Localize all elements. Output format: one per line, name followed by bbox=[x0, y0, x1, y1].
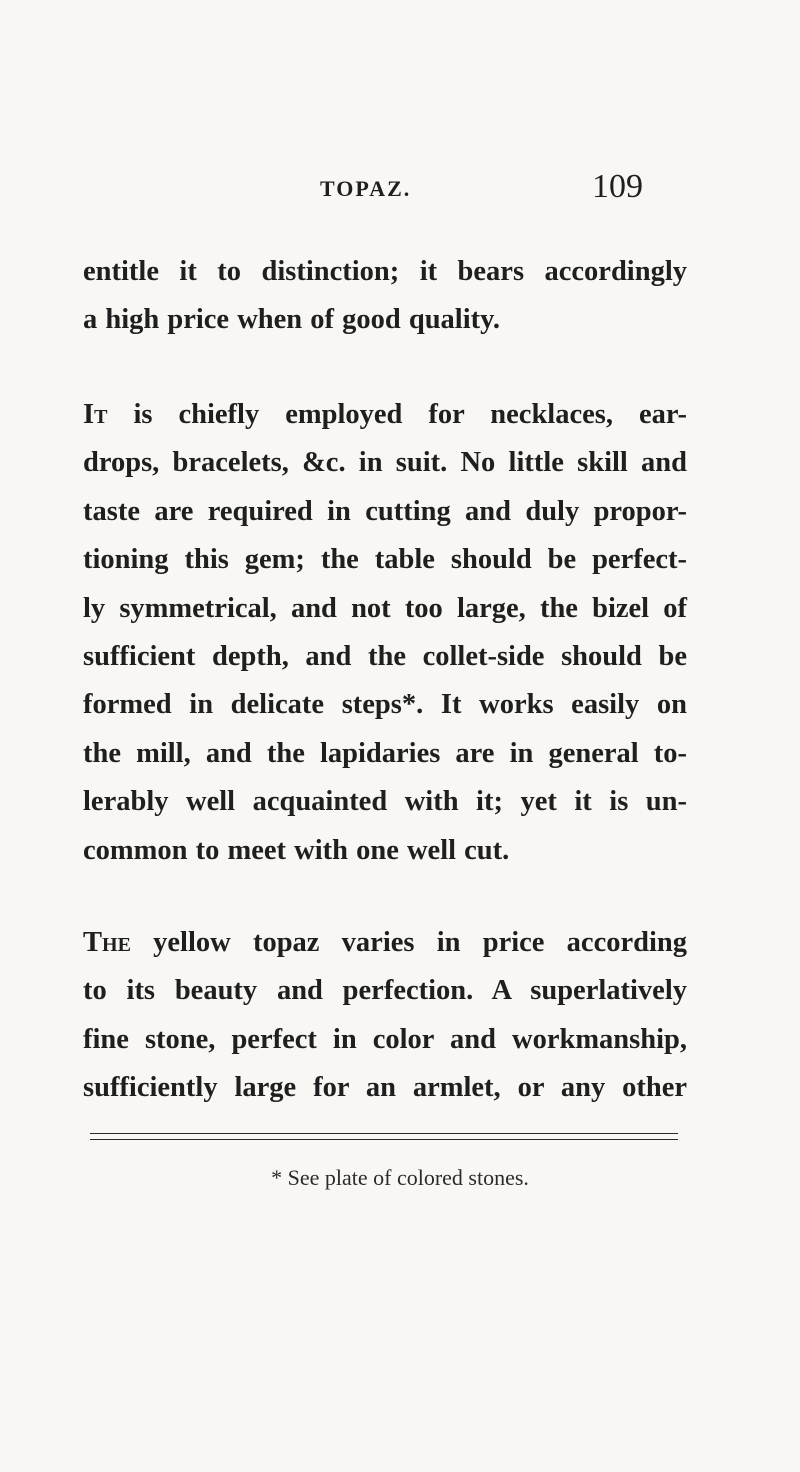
running-head bbox=[0, 168, 800, 208]
text-line-rest: yellow topaz varies in price according bbox=[130, 927, 687, 958]
separator-rule bbox=[90, 1139, 678, 1140]
paragraph-lead-word: It bbox=[83, 399, 108, 430]
footnote-separator bbox=[90, 1133, 678, 1145]
text-line: taste are required in cutting and duly propor- bbox=[83, 495, 687, 527]
text-line bbox=[83, 391, 687, 439]
paragraph-lead-word: The bbox=[83, 927, 131, 958]
text-line bbox=[83, 919, 687, 967]
text-line: entitle it to distinction; it bears accordingly bbox=[83, 256, 687, 287]
text-line: formed in delicate steps*. It works easily on bbox=[83, 689, 687, 721]
text-line: sufficient depth, and the collet-side should be bbox=[83, 641, 687, 673]
text-line: drops, bracelets, &c. in suit. No little skill and bbox=[83, 447, 687, 479]
text-line: the mill, and the lapidaries are in general to- bbox=[83, 737, 687, 769]
text-line: ly symmetrical, and not too large, the bizel of bbox=[83, 592, 687, 624]
paragraph-2 bbox=[83, 391, 687, 875]
text-line: lerably well acquainted with it; yet it is un- bbox=[83, 786, 687, 818]
page-number: 109 bbox=[592, 168, 643, 205]
text-line: common to meet with one well cut. bbox=[83, 834, 510, 866]
text-line: fine stone, perfect in color and workmanship, bbox=[83, 1023, 687, 1055]
text-line-rest: is chiefly employed for necklaces, ear- bbox=[107, 399, 687, 430]
text-line: tioning this gem; the table should be perfect- bbox=[83, 544, 687, 576]
text-line: to its beauty and perfection. A superlatively bbox=[83, 975, 687, 1007]
text-line: a high price when of good quality. bbox=[83, 304, 500, 336]
footnote: * See plate of colored stones. bbox=[271, 1165, 529, 1190]
text-line: sufficiently large for an armlet, or any other bbox=[83, 1072, 687, 1104]
paragraph-3 bbox=[83, 919, 687, 1113]
separator-rule bbox=[90, 1133, 678, 1134]
running-head-title: TOPAZ. bbox=[320, 176, 412, 201]
paragraph-1 bbox=[83, 248, 687, 345]
